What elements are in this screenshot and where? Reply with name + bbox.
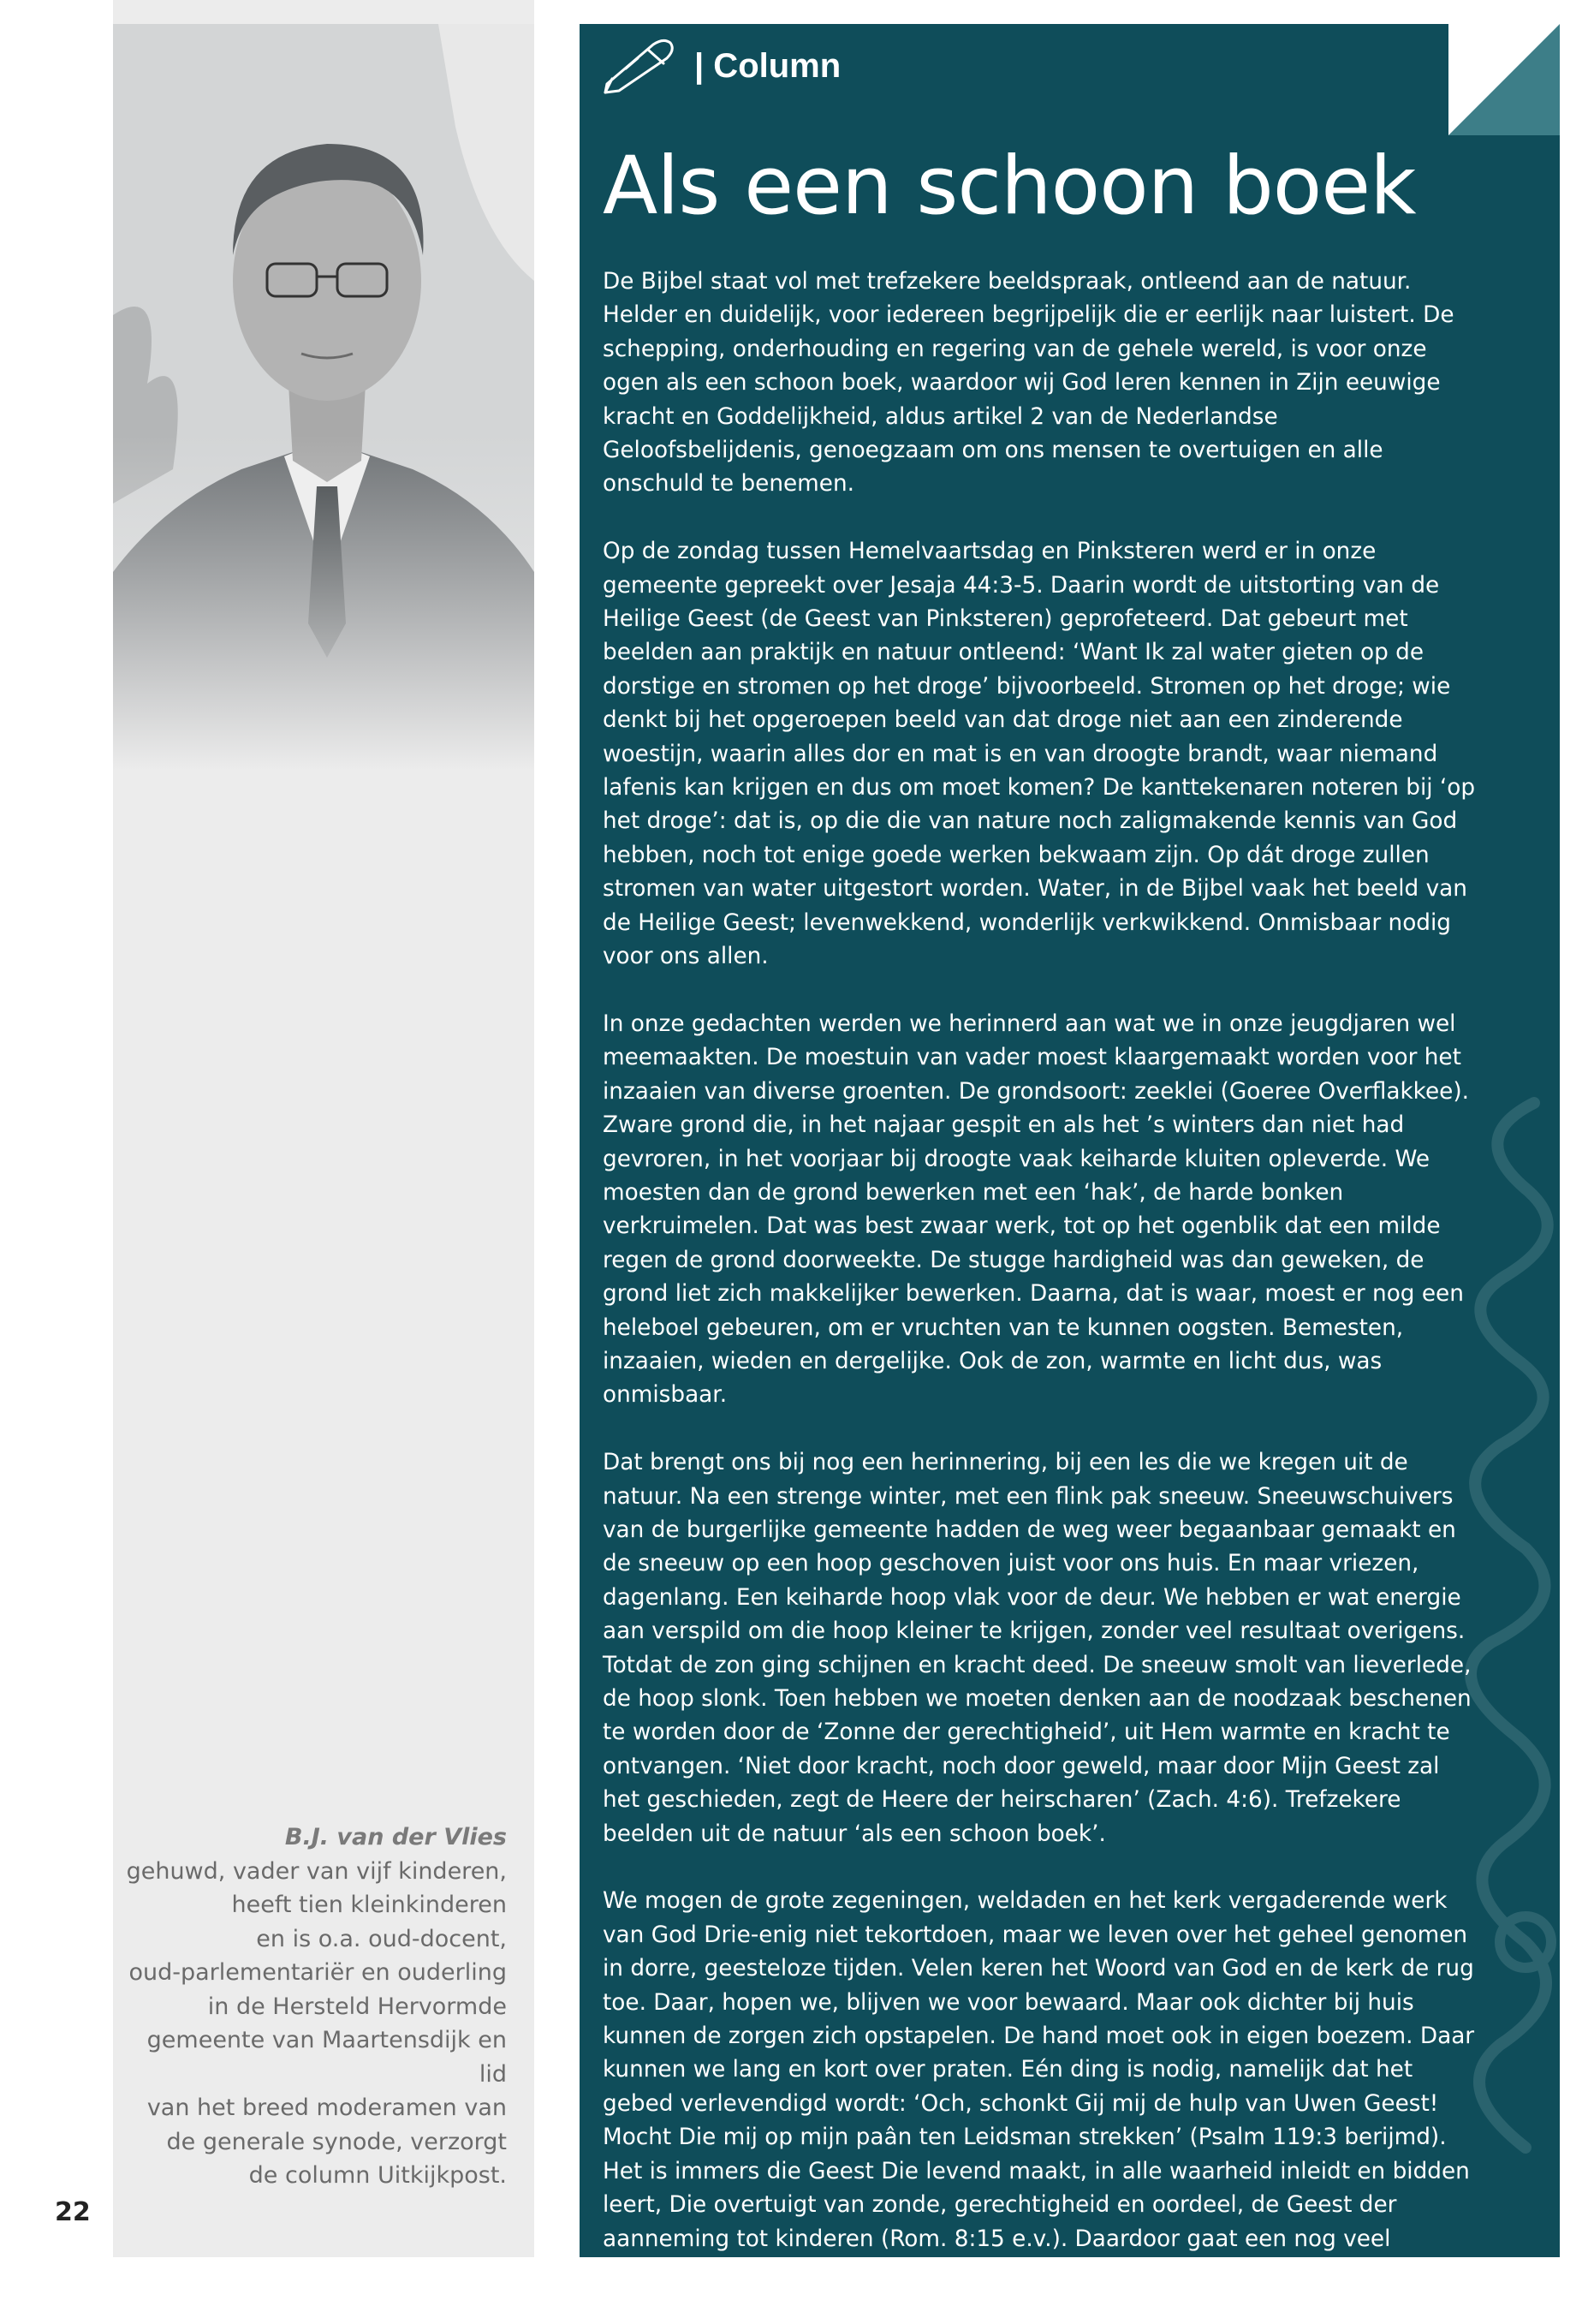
author-bio-line: van het breed moderamen van (146, 2095, 507, 2121)
author-bio-line: oud-parlementariër en ouderling (128, 1959, 507, 1986)
article-paragraph: Dat brengt ons bij nog een herinnering, bij een les die we kregen uit de natuur. Na een strenge winter, met een flink pak sneeuw. Sneeuwschuivers van de burgerlijke gemeente hadden de weg weer begaanbaar gemaakt en de sneeuw op een hoop geschoven juist voor ons huis. En maar vriezen, dagenlang. Een keiharde hoop vlak voor de deur. We hebben er wat energie aan verspild om die hoop kleiner te krijgen, zonder veel resultaat overigens. Totdat de zon ging schijnen en kracht deed. De sneeuw smolt van lieverlede, de hoop slonk. Toen hebben we moeten denken aan de noodzaak beschenen te worden door de ‘Zonne der gerechtigheid’, uit Hem warmte en kracht te ontvangen. ‘Niet door kracht, noch door geweld, maar door Mijn Geest zal het geschieden, zegt de Heere der heirscharen’ (Zach. 4:6). Trefzekere beelden uit de natuur ‘als een schoon boek’. (603, 1450, 1472, 1847)
author-name: B.J. van der Vlies (284, 1824, 507, 1850)
article-paragraph: De Bijbel staat vol met trefzekere beeldspraak, ontleend aan de natuur. Helder en duidelijk, voor iedereen begrijpelijk die er eerlijk naar luistert. De schepping, onderhouding en regering van de gehele wereld, is voor onze ogen als een schoon boek, waardoor wij God leren kennen in Zijn eeuwige kracht en Goddelijkheid, aldus artikel 2 van de Nederlandse Geloofsbelijdenis, genoegzaam om ons mensen te overtuigen en alle onschuld te benemen. (603, 269, 1454, 498)
pen-icon (600, 34, 682, 98)
article-paragraph: We mogen de grote zegeningen, weldaden en het kerk vergaderende werk van God Drie-enig niet tekortdoen, maar we leven over het geheel genomen in dorre, geesteloze tijden. Velen keren het Woord van God en de kerk de rug toe. Daar, hopen we, blijven we voor bewaard. Maar ook dichter bij huis kunnen de zorgen zich opstapelen. De hand moet ook in eigen boezem. Daar kunnen we lang en kort over praten. Eén ding is nodig, namelijk dat het gebed verlevendigd wordt: ‘Och, schonkt Gij mij de hulp van Uwen Geest! Mocht Die mij op mijn paân ten Leidsman strekken’ (Psalm 119:3 berijmd). Het is immers die Geest Die levend maakt, in alle waarheid inleidt en bidden leert, Die overtuigt van zonde, gerechtigheid en oordeel, de Geest der aanneming tot kinderen (Rom. 8:15 e.v.). Daardoor gaat een nog veel klaarder boek open, waardoor de Heere Zich doet kennen tot Zijn eer en de zaligheid der Zijnen. (603, 1888, 1475, 2320)
author-portrait-photo (113, 24, 534, 771)
page-corner-fold (1448, 24, 1560, 135)
author-bio-line: heeft tien kleinkinderen (231, 1892, 507, 1918)
column-panel (580, 24, 1560, 2320)
author-portrait-illustration (113, 24, 534, 771)
section-label: | Column (694, 46, 842, 85)
page-number: 22 (55, 2197, 91, 2227)
author-bio (120, 1820, 507, 2193)
article-title: Als een schoon boek (603, 140, 1416, 233)
column-header (600, 36, 841, 96)
article-body (603, 265, 1476, 2324)
article-paragraph: Op de zondag tussen Hemelvaartsdag en Pinksteren werd er in onze gemeente gepreekt over Jesaja 44:3-5. Daarin wordt de uitstorting van de Heilige Geest (de Geest van Pinksteren) geprofeteerd. Dat gebeurt met beelden aan praktijk en natuur ontleend: ‘Want Ik zal water gieten op de dorstige en stromen op het droge’ bijvoorbeeld. Stromen op het droge; wie denkt bij het opgeroepen beeld van dat droge niet aan een zinderende woestijn, waarin alles dor en mat is en van droogte brandt, waar niemand lafenis kan krijgen en dus om moet komen? De kanttekenaren noteren bij ‘op het droge’: dat is, op die die van nature noch zaligmakende kennis van God hebben, noch tot enige goede werken bekwaam zijn. Op dát droge zullen stromen van water uitgestort worden. Water, in de Bijbel vaak het beeld van de Heilige Geest; levenwekkend, wonderlijk verkwikkend. Onmisbaar nodig voor ons allen. (603, 539, 1476, 970)
author-bio-line: de column Uitkijkpost. (248, 2162, 507, 2189)
author-bio-line: en is o.a. oud-docent, (256, 1925, 507, 1952)
author-bio-line: de generale synode, verzorgt (166, 2128, 507, 2155)
author-bio-line: gehuwd, vader van vijf kinderen, (126, 1857, 507, 1885)
article-paragraph: In onze gedachten werden we herinnerd aan wat we in onze jeugdjaren wel meemaakten. De moestuin van vader moest klaargemaakt worden voor het inzaaien van diverse groenten. De grondsoort: zeeklei (Goeree Overflakkee). Zware grond die, in het najaar gespit en als het ’s winters dan niet had gevroren, in het voorjaar bij droogte vaak keiharde kluiten opleverde. We moesten dan de grond bewerken met een ‘hak’, de harde bonken verkruimelen. Dat was best zwaar werk, tot op het ogenblik dat een milde regen de grond doorweekte. De stugge hardigheid was dan geweken, de grond liet zich makkelijker bewerken. Daarna, dat is waar, moest er nog een heleboel gebeuren, om er vruchten van te kunnen oogsten. Bemesten, inzaaien, wieden en dergelijke. Ook de zon, warmte en licht dus, was onmisbaar. (603, 1010, 1469, 1409)
author-bio-line: gemeente van Maartensdijk en lid (146, 2027, 507, 2088)
author-bio-line: in de Hersteld Hervormde (207, 1993, 507, 2020)
